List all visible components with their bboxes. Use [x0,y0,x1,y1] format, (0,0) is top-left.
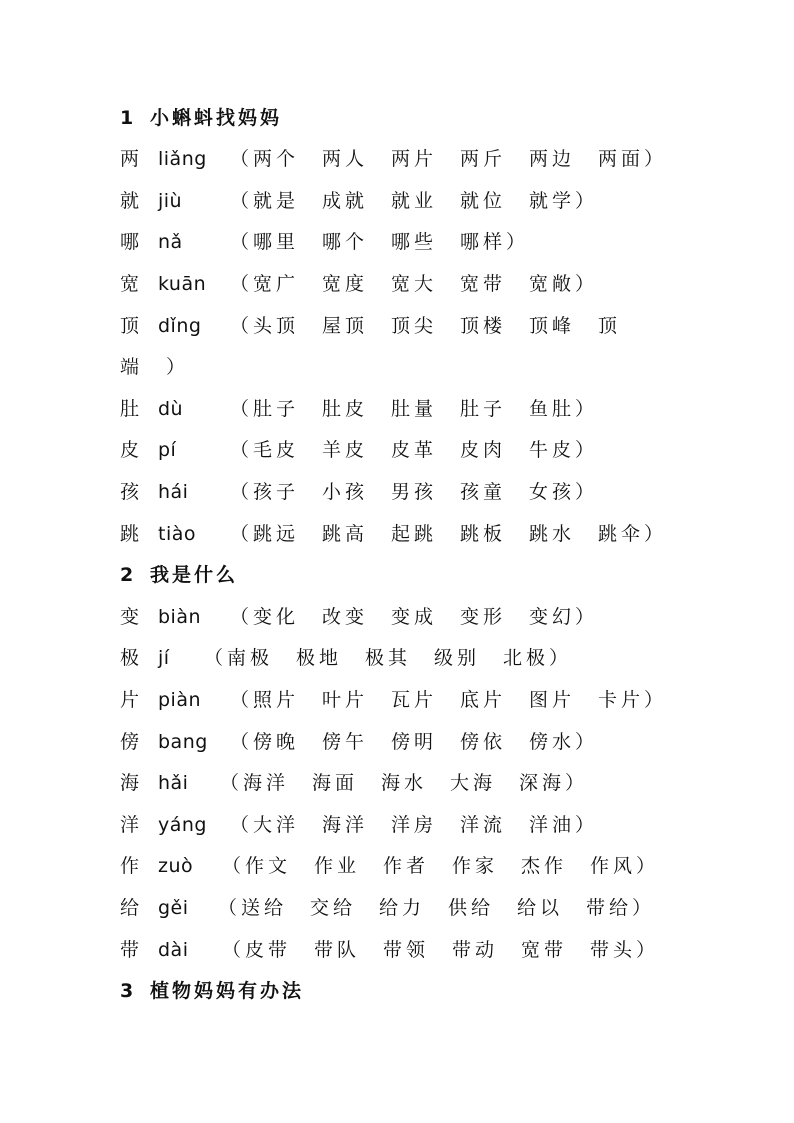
entry-words: （皮带 带队 带领 带动 宽带 带头） [222,939,660,961]
vocab-entry [120,269,598,299]
entry-words: （作文 作业 作者 作家 杰作 作风） [222,855,660,877]
entry-words: （海洋 海面 海水 大海 深海） [220,772,589,794]
entry-character: 给 [120,897,140,919]
lesson-title: 植物妈妈有办法 [150,980,305,1002]
entry-character: 极 [120,647,140,669]
vocab-entry [120,186,598,216]
lesson-1-heading [120,103,282,133]
entry-pinyin: tiào [158,523,196,545]
entry-pinyin: kuān [158,273,207,295]
lesson-title: 小蝌蚪找妈妈 [150,107,283,129]
entry-words: （毛皮 羊皮 皮革 皮肉 牛皮） [230,439,599,461]
vocab-entry-continuation [120,352,189,382]
entry-words: （两个 两人 两片 两斤 两边 两面） [230,148,668,170]
entry-character: 海 [120,772,140,794]
entry-pinyin: dǐng [158,315,202,337]
entry-words: （跳远 跳高 起跳 跳板 跳水 跳伞） [230,523,668,545]
entry-pinyin: hǎi [158,772,189,794]
vocab-entry [120,519,667,549]
entry-pinyin: biàn [158,606,202,628]
vocab-entry [120,768,588,798]
entry-character: 宽 [120,273,140,295]
entry-character: 肚 [120,398,140,420]
entry-words: （照片 叶片 瓦片 底片 图片 卡片） [230,689,668,711]
vocab-entry [120,435,598,465]
entry-pinyin: yáng [158,814,207,836]
vocab-entry [120,935,659,965]
entry-words-wrap: 端 ） [120,356,190,378]
entry-pinyin: dài [158,939,189,961]
entry-words: （变化 改变 变成 变形 变幻） [230,606,599,628]
entry-character: 洋 [120,814,140,836]
entry-pinyin: piàn [158,689,202,711]
entry-pinyin: gěi [158,897,189,919]
entry-character: 孩 [120,481,140,503]
entry-words: （哪里 哪个 哪些 哪样） [230,231,530,253]
entry-character: 就 [120,190,140,212]
entry-pinyin: jí [158,647,170,669]
lesson-3-heading [120,976,304,1006]
lesson-title: 我是什么 [150,564,239,586]
lesson-number: 1 [120,107,134,129]
vocab-entry [120,602,598,632]
entry-character: 哪 [120,231,140,253]
entry-character: 两 [120,148,140,170]
vocab-entry [120,144,667,174]
entry-pinyin: hái [158,481,189,503]
vocab-entry [120,727,598,757]
lesson-number: 2 [120,564,134,586]
entry-pinyin: nǎ [158,231,183,253]
entry-character: 跳 [120,523,140,545]
entry-words: （肚子 肚皮 肚量 肚子 鱼肚） [230,398,599,420]
entry-character: 片 [120,689,140,711]
entry-pinyin: liǎng [158,148,207,170]
entry-words: （送给 交给 给力 供给 给以 带给） [218,897,656,919]
vocab-entry [120,394,598,424]
vocab-entry [120,227,529,257]
entry-character: 变 [120,606,140,628]
entry-pinyin: jiù [158,190,183,212]
entry-pinyin: dù [158,398,184,420]
entry-words: （就是 成就 就业 就位 就学） [230,190,599,212]
vocab-entry [120,643,572,673]
vocab-entry [120,851,659,881]
lesson-number: 3 [120,980,134,1002]
entry-words: （傍晚 傍午 傍明 傍依 傍水） [230,731,599,753]
entry-character: 作 [120,855,140,877]
entry-words: （大洋 海洋 洋房 洋流 洋油） [230,814,599,836]
vocab-entry [120,477,598,507]
vocab-entry [120,810,598,840]
entry-character: 皮 [120,439,140,461]
vocab-entry [120,685,667,715]
entry-words: （孩子 小孩 男孩 孩童 女孩） [230,481,599,503]
entry-pinyin: bang [158,731,208,753]
entry-character: 傍 [120,731,140,753]
entry-character: 顶 [120,315,140,337]
entry-words: （宽广 宽度 宽大 宽带 宽敞） [230,273,599,295]
entry-words: （头顶 屋顶 顶尖 顶楼 顶峰 顶 [230,315,622,337]
vocab-entry [120,893,655,923]
entry-words: （南极 极地 极其 级别 北极） [204,647,573,669]
lesson-2-heading [120,560,238,590]
entry-character: 带 [120,939,140,961]
entry-pinyin: zuò [158,855,194,877]
entry-pinyin: pí [158,439,177,461]
vocab-entry [120,311,621,341]
